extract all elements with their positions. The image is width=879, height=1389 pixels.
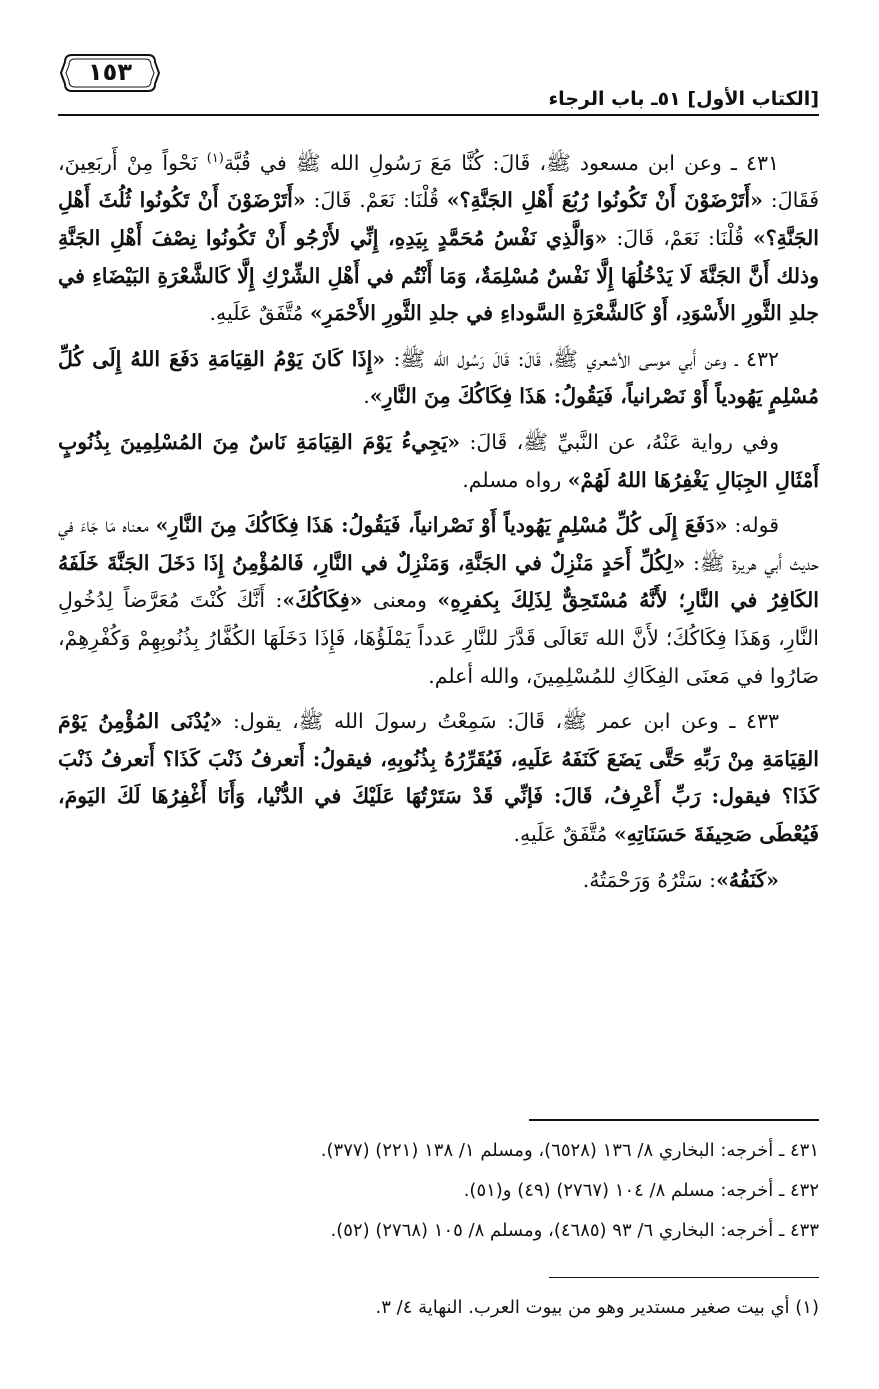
footnote-note-1: (١) أي بيت صغير مستدير وهو من بيوت العرب. النهاية ٤/ ٣. [375, 1297, 819, 1318]
hadith-431-quote-3: «وَالَّذِي نَفْسُ مُحَمَّدٍ بِيَدِهِ، إِنِّي لأَرْجُو أَنْ تَكُونُوا نِصْفَ أَهْلِ الجَنَّةِ وذلك أَنَّ الجَنَّةَ لَا يَدْخُلُهَا إِلَّا نَفْسٌ مُسْلِمَةٌ، وَمَا أَنْتُم في أَهْلِ الشِّرْكِ إِلَّا كَالشَّعْرَةِ البَيْضَاءِ في جلدِ الثَّورِ الأَسْوَدِ، أَوْ كَالشَّعْرَةِ السَّوداءِ في جلدِ الثَّورِ الأَحْمَرِ» [58, 226, 819, 326]
hadith-432 [58, 341, 819, 416]
hadith-431-text-2: نَحْواً مِنْ أَربَعِينَ، فَقَالَ: [58, 150, 820, 213]
variant-text: وفي رواية عَنْهُ، عن النَّبيِّ ﷺ، قَالَ: [460, 429, 779, 454]
hadith-431-source: مُتَّفَقٌ عَلَيهِ. [209, 301, 310, 326]
footnote-433: ٤٣٣ ـ أخرجه: البخاري ٦/ ٩٣ (٤٦٨٥)، ومسلم ٨/ ١٠٥ (٢٧٦٨) (٥٢). [330, 1220, 819, 1241]
hadith-432-quote: «إِذَا كَانَ يَوْمُ القِيَامَةِ دَفَعَ اللهُ إِلَى كُلِّ مُسْلِمٍ يَهُودياً أَوْ نَصْرانياً، فَيَقُولُ: هَذَا فِكَاكُكَ مِنَ النَّارِ» [58, 346, 819, 409]
header-rule [58, 114, 819, 116]
hadith-432-text: ٤٣٢ ـ وعن أَبي موسى الأشعري ﷺ، قَالَ: قَالَ رَسُول الله ﷺ: [385, 346, 779, 371]
hadith-433 [58, 703, 819, 853]
gloss-term: «كَنَفُهُ» [716, 867, 779, 892]
hadith-433-text: ٤٣٣ ـ وعن ابن عمر ﷺ، قَالَ: سَمِعْتُ رسولَ الله ﷺ، يقول: [222, 709, 779, 734]
main-text [58, 140, 819, 907]
hadith-433-quote: «يُدْنَى المُؤْمِنُ يَوْمَ القِيَامَةِ مِنْ رَبِّهِ حَتَّى يَضَعَ كَنَفَهُ عَلَيهِ، فَيُقَرِّرُهُ بِذُنُوبِهِ، فيقولُ: أَتعرفُ ذَنْبَ كَذَا؟ أَتعرفُ ذَنْبَ كَذَا؟ فيقول: رَبِّ أَعْرِفُ، قَالَ: فَإنِّي قَدْ سَتَرْتُهَا عَلَيْكَ في الدُّنْيا، وَأَنَا أَغْفِرُهَا لَكَ اليَومَ، فَيُعْطَى صَحِيفَةَ حَسَنَاتِهِ» [58, 709, 819, 846]
footnote-431: ٤٣١ ـ أخرجه: البخاري ٨/ ١٣٦ (٦٥٢٨)، ومسلم ١/ ١٣٨ (٢٢١) (٣٧٧). [320, 1140, 819, 1161]
hadith-433-source: مُتَّفَقٌ عَلَيهِ. [513, 821, 614, 846]
gloss-kanaf [58, 862, 819, 900]
hadith-431-quote-2: «أَتَرْضَوْنَ أَنْ تَكُونُوا ثُلُثَ أَهْلِ الجَنَّةِ؟» [58, 188, 819, 251]
hadith-431-quote-1: «أَتَرْضَوْنَ أَنْ تَكُونُوا رُبُعَ أَهْلِ الجَنَّةِ؟» [446, 188, 763, 213]
commentary-text-2: معناه مَا جَاءَ في حديث أَبي هريرة ﷺ: [58, 513, 819, 575]
footnote-432: ٤٣٢ ـ أخرجه: مسلم ٨/ ١٠٤ (٢٧٦٧) (٤٩) و(٥١). [463, 1180, 819, 1201]
page-number: ١٥٣ [88, 58, 132, 86]
page-header [58, 50, 819, 110]
commentary-text-1: قوله: [727, 513, 779, 538]
commentary-quote-3: «فِكَاكُكَ» [282, 588, 363, 613]
commentary [58, 507, 819, 695]
gloss-definition: : سَتْرُهُ وَرَحْمَتُهُ. [582, 867, 717, 892]
footnote-ref-1: (١) [206, 151, 224, 166]
hadith-432-end: . [363, 384, 370, 409]
variant-quote: «يَجِيءُ يَوْمَ القِيَامَةِ نَاسٌ مِنَ المُسْلِمِينَ بِذُنُوبٍ أَمْثَالِ الجِبَالِ يَغْفِرُهَا اللهُ لَهُمْ» [58, 429, 819, 492]
hadith-431-text-3: قُلْنَا: نَعَمْ. قَالَ: [305, 188, 447, 213]
running-head: [الكتاب الأول] ٥١ـ باب الرجاء [548, 88, 819, 110]
footnote-rule [529, 1119, 819, 1121]
hadith-431-text: ٤٣١ ـ وعن ابن مسعود ﷺ، قَالَ: كُنَّا مَعَ رَسُولِ الله ﷺ في قُبَّة [223, 150, 779, 175]
hadith-431-text-4: قُلْنَا: نَعَمْ، قَالَ: [607, 226, 753, 251]
hadith-432-variant [58, 424, 819, 499]
note-rule [549, 1277, 819, 1278]
commentary-quote-2: «لِكُلِّ أَحَدٍ مَنْزِلٌ في الجَنَّةِ، وَمَنْزِلٌ في النَّارِ، فَالمُؤْمِنُ إِذَا دَخَلَ الجَنَّةَ خَلَفَهُ الكَافِرُ في النَّارِ؛ لأَنَّهُ مُسْتَحِقٌّ لِذَلِكَ بِكفرِهِ» [58, 550, 819, 613]
variant-source: رواه مسلم. [462, 467, 568, 492]
takhrij-footnotes [58, 1131, 819, 1251]
commentary-text-3: ومعنى [362, 588, 438, 613]
commentary-quote-1: «دَفَعَ إِلَى كُلِّ مُسْلِمٍ يَهُودياً أَوْ نَصْرانياً، فَيَقُولُ: هَذَا فِكَاكُكَ مِنَ النَّارِ» [155, 513, 728, 538]
commentary-text-4: : أَنَّكَ كُنْتَ مُعَرَّضاً لِدُخُولِ النَّارِ، وَهَذَا فِكَاكُكَ؛ لأَنَّ الله تَعَالَى قَدَّرَ للنَّارِ عَدداً يَمْلَؤُهَا، فَإِذَا دَخَلَهَا الكُفَّارُ بِذُنُوبِهِمْ وَكُفْرِهِمْ، صَارُوا في مَعنَى الفِكَاكِ للمُسْلِمِينَ، والله أعلم. [58, 588, 819, 688]
page-number-badge [58, 50, 162, 96]
hadith-431 [58, 140, 819, 333]
